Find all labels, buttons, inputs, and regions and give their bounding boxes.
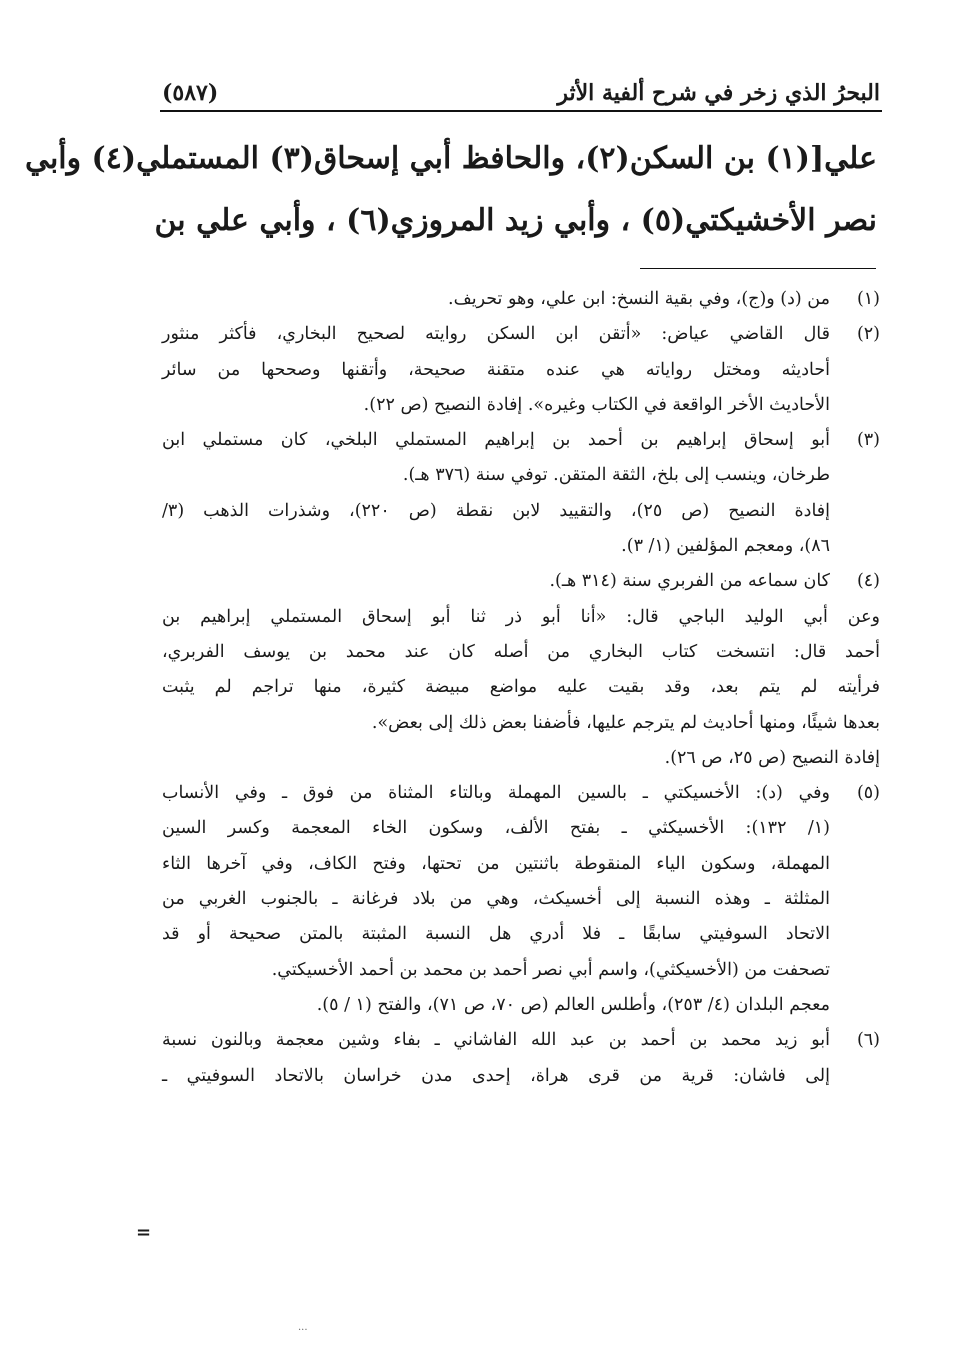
main-text (24, 128, 877, 252)
footnote-1 (162, 282, 880, 317)
footnote-body (162, 317, 830, 423)
continuation-mark: = (136, 1222, 152, 1243)
footnote-line: معجم البلدان (٤/ ٢٥٣)، وأطلس العالم (ص ٧٠، ص ٧١)، والفتح (١ / ٥). (316, 994, 830, 1015)
footnote-number: (٢) (856, 324, 880, 345)
footnote-line: بعدها شيئًا، ومنها أحاديث لم يترجم عليها، فأضفنا بعض ذلك إلى بعض». (371, 712, 880, 733)
footnote-line: إلى فاشان: قرية من قرى هراة، إحدى مدن خراسان بالاتحاد السوفيتي ـ (162, 1065, 830, 1086)
footnote-line: من (د) و(ج)، وفي بقية النسخ: ابن علي، وهو تحريف. (448, 289, 830, 309)
footnote-line: إفادة النصيح (ص ٢٥)، والتقييد لابن نقطة (ص ٢٢٠)، وشذرات الذهب (٣/ (162, 500, 831, 521)
footnote-line: أبو إسحاق إبراهيم بن أحمد بن إبراهيم المستملي البلخي، كان مستملي ابن (162, 430, 830, 451)
footnote-body (162, 423, 830, 564)
footnote-line: الأحاديث الأخر الواقعة في الكتاب وغيره». إفادة النصيح (ص ٢٢). (363, 394, 830, 415)
footnotes (162, 282, 880, 1094)
footnote-line: طرخان، وينسب إلى بلخ، الثقة المتقن. توفي سنة (٣٧٦ هـ). (402, 465, 830, 486)
footnote-line: إفادة النصيح (ص ٢٥، ص ٢٦). (664, 747, 880, 768)
footnote-number: (٤) (856, 571, 880, 592)
footnote-5 (162, 776, 880, 1023)
footnote-line: (١/ ١٣٢): الأخسيكثي ـ بفتح الألف، وسكون الخاء المعجمة وكسر السين (162, 818, 830, 839)
book-title: البحرُ الذي زخر في شرح ألفية الأثر (557, 80, 880, 106)
footnote-line: ٨٦)، ومعجم المؤلفين (١/ ٣). (621, 536, 830, 557)
main-text-line: علي[(١) بن السكن(٢)، والحافظ أبي إسحاق(٣) المستملي(٤) وأبي (24, 141, 877, 176)
footnote-number: (٦) (856, 1030, 880, 1051)
footnote-line: المهملة، وسكون الياء المنقوطة باثنتين من تحتها، وفتح الكاف، وفي آخرها الثاء (162, 853, 830, 874)
scan-mark: ... (298, 1322, 308, 1333)
footnote-line: وفي (د): الأخسيكتي ـ بالسين المهملة وبالتاء المثناة من فوق ـ وفي الأنساب (162, 783, 830, 804)
page-number: (٥٨٧) (162, 80, 219, 106)
footnote-body (162, 564, 830, 599)
footnote-number: (١) (856, 289, 880, 309)
footnote-line: أحاديثه ومختل رواياته هي عنده متقنة صحيحة، وأتقنها وصححها من سائر (162, 359, 830, 380)
footnote-line: أبو زيد محمد بن أحمد بن عبد الله الفاشاني ـ بفاء وشين معجمة وبالنون نسبة (162, 1030, 830, 1051)
footnote-line: تصحفت من (الأخسيكثي)، واسم أبي نصر أحمد بن محمد بن أحمد الأخسيكتي. (271, 959, 830, 980)
footnote-line: وعن أبي الوليد الباجي قال: «أنا أبو ذر ثنا أبو إسحاق المستملي إبراهيم بن (162, 606, 880, 627)
footnote-4 (162, 564, 880, 599)
footnote-6 (162, 1023, 880, 1094)
footnote-line: أحمد قال: انتسخت كتاب البخاري من أصله كان عند محمد بن يوسف الفربري، (162, 641, 880, 662)
footnote-line: قال القاضي عياض: «أتقن ابن السكن روايته لصحيح البخاري، فأكثر منثور (162, 324, 830, 345)
header-rule (160, 110, 882, 112)
footnote-line: الاتحاد السوفيتي سابقًا ـ فلا أدري هل النسبة المثبتة بالمتن صحيحة أو قد (162, 924, 830, 945)
footnote-number: (٥) (856, 783, 880, 804)
running-header (162, 66, 880, 106)
footnote-body (162, 282, 830, 317)
footnote-number: (٣) (856, 430, 880, 451)
footnote-3 (162, 423, 880, 564)
footnote-line: كان سماعه من الفربري سنة (٣١٤ هـ). (549, 571, 830, 592)
footnote-line: فرأيته لم يتم بعد، وقد بقيت عليه مواضع مبيضة كثيرة، منها تراجم لم يثبت (162, 677, 880, 698)
footnote-2 (162, 317, 880, 423)
footnote-separator (640, 268, 876, 269)
footnote-4-continuation (162, 600, 880, 776)
footnote-body (162, 1023, 830, 1094)
main-text-line: نصر الأخشيكتي(٥) ، وأبي زيد المروزي(٦) ، وأبي علي بن (154, 203, 877, 238)
footnote-line: المثلثة ـ وهذه النسبة إلى أخسيكث، وهي من بلاد فرغانة ـ بالجنوب الغربي من (162, 889, 830, 910)
footnote-body (162, 776, 830, 1023)
